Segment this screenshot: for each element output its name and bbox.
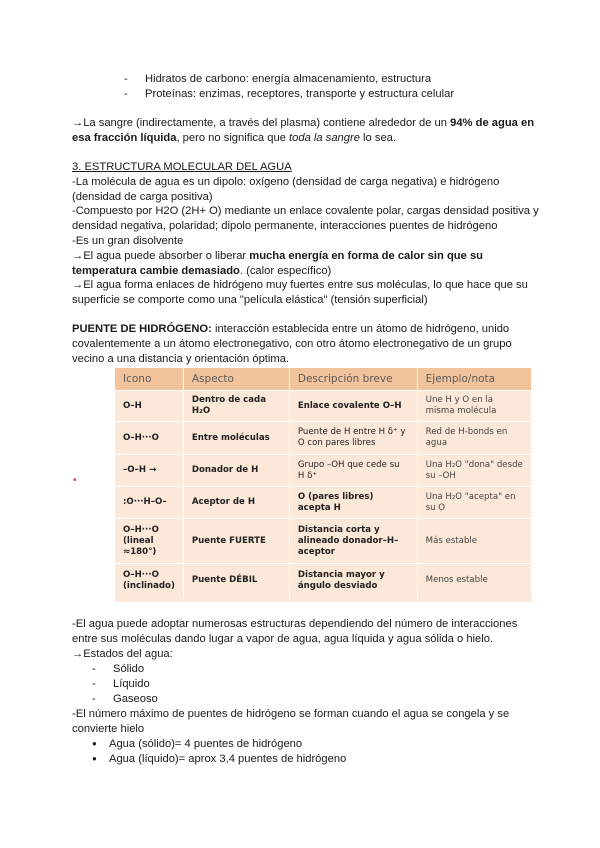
cell-ejemplo: Une H y O en la misma molécula: [417, 391, 531, 422]
hydrogen-bond-title: PUENTE DE HIDRÓGENO:: [72, 323, 212, 335]
section-3: [72, 160, 542, 308]
table-row: [115, 564, 532, 598]
cell-descripcion: Puente de H entre H δ⁺ y O con pares libres: [289, 422, 417, 455]
cell-descripcion: Enlace covalente O–H: [289, 391, 417, 422]
cell-icono: –O–H →: [115, 455, 183, 487]
table-row: [115, 422, 532, 455]
cell-aspecto: Entre moléculas: [183, 422, 289, 455]
cell-icono: O–H···O (inclinado): [115, 564, 183, 598]
hydrogen-bond-definition: [72, 322, 542, 366]
list-item: - Sólido: [92, 662, 158, 677]
cell-ejemplo: Una H₂O "acepta" en su O: [417, 487, 531, 519]
cell-descripcion: Distancia mayor y ángulo desviado: [289, 564, 417, 598]
bonds-count-list: [92, 737, 346, 767]
header-descripcion: Descripción breve: [289, 368, 417, 391]
compound-line: -Compuesto por H2O (2H+ O) mediante un enlace covalente polar, cargas densidad positiva y densidad negativa, polaridad; dipolo permanente, interacciones puentes de hidrógeno: [72, 205, 539, 233]
heat-line: [72, 249, 542, 279]
header-icono: Icono: [115, 368, 183, 391]
table-row: [115, 519, 532, 564]
cell-descripcion: O (pares libres) acepta H: [289, 487, 417, 519]
cell-icono: O–H···O (lineal ≈180°): [115, 519, 183, 564]
table-row: [115, 391, 532, 422]
hydrogen-bond-text: interacción establecida entre un átomo de hidrógeno, unido covalentemente a un átomo electronegativo, con otro átomo electronegativo de un grupo vecino a una distancia y orientación óptima.: [72, 323, 512, 365]
list-item: - Hidratos de carbono: energía almacenamiento, estructura: [124, 72, 454, 87]
cell-aspecto: Dentro de cada H₂O: [183, 391, 289, 422]
carbs-proteins-list: [124, 72, 454, 102]
blood-paragraph: [72, 116, 542, 146]
cell-icono: O–H: [115, 391, 183, 422]
heat-prefix: →El agua puede absorber o liberar: [72, 249, 250, 262]
bullet-icon: •: [73, 475, 77, 486]
cell-icono: :O···H–O–: [115, 487, 183, 519]
table-header-row: [115, 368, 532, 391]
cell-aspecto: Puente DÉBIL: [183, 564, 289, 598]
blood-text-suffix: lo sea.: [359, 131, 397, 144]
cell-aspecto: Donador de H: [183, 455, 289, 487]
cell-ejemplo: Red de H-bonds en agua: [417, 422, 531, 455]
max-bonds-line: -El número máximo de puentes de hidrógeno se forman cuando el agua se congela y se convierte hielo: [72, 708, 510, 735]
states-section: [72, 617, 542, 661]
cell-descripcion: Grupo –OH que cede su H δ⁺: [289, 455, 417, 487]
cell-ejemplo: Una H₂O "dona" desde su –OH: [417, 455, 531, 487]
list-item: - Gaseoso: [92, 692, 158, 707]
cell-ejemplo: Más estable: [417, 519, 531, 564]
list-item: - Proteínas: enzimas, receptores, transporte y estructura celular: [124, 87, 454, 102]
heat-suffix: . (calor específico): [239, 264, 332, 277]
list-item: ● Agua (líquido)= aprox 3,4 puentes de hidrógeno: [92, 752, 346, 767]
dipole-line: -La molécula de agua es un dipolo: oxígeno (densidad de carga negativa) e hidrógeno (densidad de carga positiva): [72, 175, 500, 203]
table-row: [115, 487, 532, 519]
list-item: ● Agua (sólido)= 4 puentes de hidrógeno: [92, 737, 346, 752]
table-row: [115, 455, 532, 487]
header-aspecto: Aspecto: [183, 368, 289, 391]
cell-ejemplo: Menos estable: [417, 564, 531, 598]
states-list: [92, 662, 158, 706]
blood-text-middle: , pero no significa que: [176, 131, 290, 144]
states-label: →Estados del agua:: [72, 647, 173, 660]
hydrogen-bond-table: [115, 368, 532, 602]
states-intro: -El agua puede adoptar numerosas estructuras dependiendo del número de interacciones entre sus moléculas dando lugar a vapor de agua, agua líquida y agua sólida o hielo.: [72, 618, 518, 645]
blood-text-italic: toda la sangre: [289, 131, 360, 144]
cell-aspecto: Aceptor de H: [183, 487, 289, 519]
heat-bold: mucha energía en forma de calor sin que su temperatura cambie demasiado: [72, 249, 484, 277]
solvent-line: -Es un gran disolvente: [72, 234, 184, 247]
section-heading: 3. ESTRUCTURA MOLECULAR DEL AGUA: [72, 161, 292, 173]
list-item: - Líquido: [92, 677, 158, 692]
cell-aspecto: Puente FUERTE: [183, 519, 289, 564]
tension-line: →El agua forma enlaces de hidrógeno muy fuertes entre sus moléculas, lo que hace que su superficie se comporte como una "película elástica" (tensión superficial): [72, 279, 528, 307]
blood-text-bold: 94% de agua en esa fracción líquida: [72, 117, 535, 144]
blood-text-prefix: →La sangre (indirectamente, a través del plasma) contiene alrededor de un: [72, 117, 451, 129]
header-ejemplo: Ejemplo/nota: [417, 368, 531, 391]
cell-icono: O–H···O: [115, 422, 183, 455]
cell-descripcion: Distancia corta y alineado donador–H–aceptor: [289, 519, 417, 564]
